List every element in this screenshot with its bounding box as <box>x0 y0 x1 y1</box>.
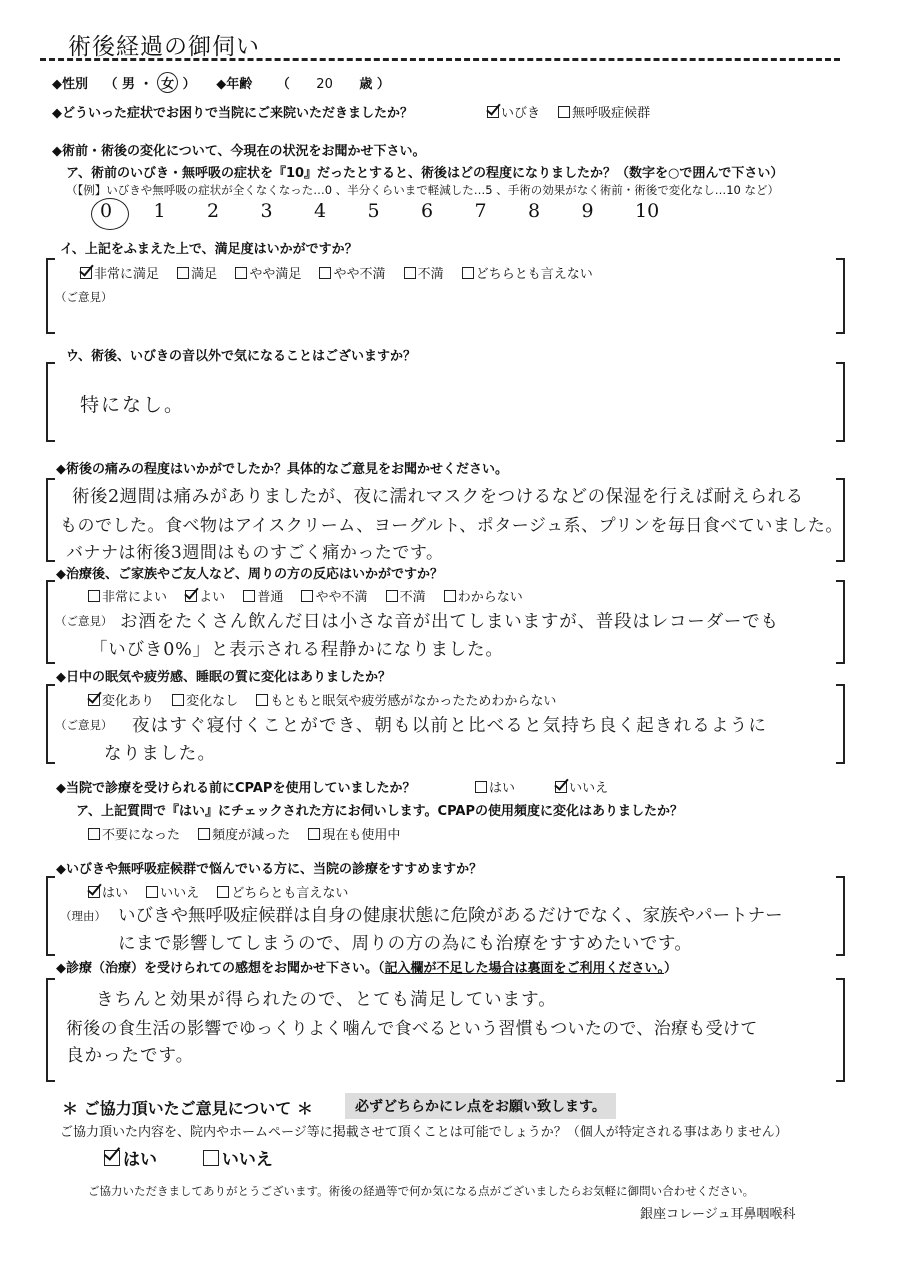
q6-answer-line1[interactable]: お酒をたくさん飲んだ日は小さな音が出てしまいますが、普段はレコーダーでも <box>120 612 779 632</box>
q6-bracket-left <box>46 580 55 664</box>
q3-option-label: やや不満 <box>333 267 386 282</box>
q6-option-label: 非常によい <box>102 590 168 605</box>
q8-options <box>475 777 622 796</box>
gender-label: ◆性別 <box>52 77 88 92</box>
scale-10[interactable]: 10 <box>635 200 660 222</box>
q6-question: ◆治療後、ご家族やご友人など、周りの方の反応はいかがですか？ <box>56 567 443 582</box>
q8-sub-option-label: 頻度が減った <box>212 828 291 843</box>
q6-somewhat-dissatisfied-checkbox[interactable] <box>301 590 313 602</box>
q10-answer-line3[interactable]: 良かったです。 <box>66 1046 195 1066</box>
q7-option-label: 変化なし <box>186 694 239 709</box>
q2-question: ◆術前・術後の変化について、今現在の状況をお聞かせ下さい。 <box>52 144 426 159</box>
consent-badge: 必ずどちらかにレ点をお願い致します。 <box>345 1093 616 1119</box>
q10-note-close: ） <box>664 961 678 976</box>
q9-option-label: どちらとも言えない <box>231 886 349 901</box>
q7-bracket-left <box>46 684 55 764</box>
q9-question: ◆いびきや無呼吸症候群で悩んでいる方に、当院の診療をすすめますか？ <box>56 862 483 877</box>
q6-good-checkbox[interactable] <box>185 590 197 602</box>
q10-note: 記入欄が不足した場合は裏面をご利用ください。 <box>384 961 665 976</box>
q6-option-label: やや不満 <box>315 590 368 605</box>
page-title: 術後経過の御伺い <box>68 34 260 60</box>
q7-unknown-checkbox[interactable] <box>256 694 268 706</box>
q3-options <box>80 263 607 282</box>
age-unit: 歳 ） <box>359 77 390 92</box>
scale-4[interactable]: 4 <box>314 200 327 222</box>
q6-dissatisfied-checkbox[interactable] <box>386 590 398 602</box>
q5-answer-line2[interactable]: ものでした。食べ物はアイスクリーム、ヨーグルト、ポタージュ系、プリンを毎日食べていました。 <box>60 516 843 536</box>
scale-7[interactable]: 7 <box>474 200 487 222</box>
q10-answer-line1[interactable]: きちんと効果が得られたので、とても満足しています。 <box>96 990 557 1010</box>
scale-selected-circle <box>91 198 129 230</box>
q8-sub-question: ア、上記質問で『はい』にチェックされた方にお伺いします。CPAPの使用頻度に変化はありましたか？ <box>76 804 683 819</box>
q6-unknown-checkbox[interactable] <box>444 590 456 602</box>
q4-question: ウ、術後、いびきの音以外で気になることはございますか？ <box>66 349 416 364</box>
q1-options <box>487 102 664 121</box>
profile-row <box>52 72 390 93</box>
q8-unnecessary-checkbox[interactable] <box>88 828 100 840</box>
q7-options <box>88 690 570 709</box>
q3-satisfied-checkbox[interactable] <box>177 267 189 279</box>
q1-apnea-checkbox[interactable] <box>558 106 570 118</box>
q10-question-row <box>56 957 677 976</box>
scale-9[interactable]: 9 <box>581 200 594 222</box>
q9-yes-checkbox[interactable] <box>88 886 100 898</box>
q6-very-good-checkbox[interactable] <box>88 590 100 602</box>
age-value[interactable]: 20 <box>316 77 333 92</box>
q9-option-label: いいえ <box>160 886 200 901</box>
q9-no-checkbox[interactable] <box>146 886 158 898</box>
q9-option-label: はい <box>102 886 129 901</box>
q8-no-label: いいえ <box>569 781 609 796</box>
q7-bracket-right <box>836 684 845 764</box>
title-divider <box>40 58 840 61</box>
q10-question: ◆診療（治療）を受けられての感想をお聞かせ下さい。（ <box>56 961 385 976</box>
scale-6[interactable]: 6 <box>421 200 434 222</box>
q9-bracket-right <box>836 876 845 956</box>
q3-neither-checkbox[interactable] <box>462 267 474 279</box>
q8-sub-options <box>88 824 414 843</box>
q2-example: （【例】いびきや無呼吸の症状が全くなくなった…0 、半分くらいまで軽減した…5 、手術の効果がなく術前・術後で変化なし…10 など） <box>66 183 779 197</box>
q6-options <box>88 586 537 605</box>
q5-bracket-left <box>46 478 55 562</box>
q3-option-label: 満足 <box>191 267 218 282</box>
q10-bracket-left <box>46 978 55 1082</box>
q7-option-label: もともと眠気や疲労感がなかったためわからない <box>270 694 557 709</box>
q1-snoring-checkbox[interactable] <box>487 106 499 118</box>
q6-bracket-right <box>836 580 845 664</box>
q3-option-label: 非常に満足 <box>94 267 160 282</box>
q2-scale <box>100 200 689 222</box>
q8-sub-option-label: 不要になった <box>102 828 181 843</box>
q7-option-label: 変化あり <box>102 694 155 709</box>
q3-somewhat-satisfied-checkbox[interactable] <box>235 267 247 279</box>
q6-option-label: 不満 <box>399 590 426 605</box>
consent-yes-label: はい <box>123 1150 157 1170</box>
q3-option-label: 不満 <box>417 267 444 282</box>
q6-normal-checkbox[interactable] <box>243 590 255 602</box>
q4-bracket-left <box>46 362 55 442</box>
q8-no-checkbox[interactable] <box>555 781 567 793</box>
gender-close: ） <box>182 77 196 92</box>
q9-neither-checkbox[interactable] <box>217 886 229 898</box>
scale-1[interactable]: 1 <box>153 200 166 222</box>
q7-question: ◆日中の眠気や疲労感、睡眠の質に変化はありましたか？ <box>56 670 391 685</box>
scale-3[interactable]: 3 <box>260 200 273 222</box>
q9-options <box>88 882 362 901</box>
q9-answer-line2[interactable]: にまで影響してしまうので、周りの方の為にも治療をすすめたいです。 <box>118 934 693 954</box>
gender-options: （ 男 ・ <box>104 77 153 92</box>
q5-answer-line1[interactable]: 術後2週間は痛みがありましたが、夜に濡れマスクをつけるなどの保湿を行えば耐えられる <box>72 487 804 507</box>
q6-answer-line2[interactable]: 「いびき0%」と表示される程静かになりました。 <box>90 640 504 660</box>
consent-question: ご協力頂いた内容を、院内やホームページ等に掲載させて頂くことは可能でしょうか？（個人が特定される事はありません） <box>60 1125 788 1140</box>
gender-selected[interactable]: 女 <box>157 72 178 93</box>
age-label: ◆年齢 <box>216 77 253 92</box>
q8-still-using-checkbox[interactable] <box>308 828 320 840</box>
q10-bracket-right <box>836 978 845 1082</box>
consent-heading: ＊ ご協力頂いたご意見について ＊ <box>62 1099 313 1118</box>
q5-question: ◆術後の痛みの程度はいかがでしたか？具体的なご意見をお聞かせください。 <box>56 462 508 477</box>
consent-no-label: いいえ <box>221 1150 273 1170</box>
footer-clinic: 銀座コレージュ耳鼻咽喉科 <box>640 1207 796 1222</box>
q9-bracket-left <box>46 876 55 956</box>
consent-options <box>104 1145 273 1170</box>
scale-8[interactable]: 8 <box>528 200 541 222</box>
q3-opinion-label: （ご意見） <box>55 290 113 304</box>
q4-bracket-right <box>836 362 845 442</box>
q1-apnea-label: 無呼吸症候群 <box>572 106 651 121</box>
q7-no-change-checkbox[interactable] <box>172 694 184 706</box>
q4-answer[interactable]: 特になし。 <box>80 394 186 416</box>
q3-somewhat-dissatisfied-checkbox[interactable] <box>319 267 331 279</box>
q9-answer-line1[interactable]: いびきや無呼吸症候群は自身の健康状態に危険があるだけでなく、家族やパートナー <box>118 906 783 926</box>
q7-answer-line1[interactable]: 夜はすぐ寝付くことができ、朝も以前と比べると気持ち良く起きれるように <box>132 716 768 736</box>
q8-yes-checkbox[interactable] <box>475 781 487 793</box>
q7-opinion-label: （ご意見） <box>55 718 113 732</box>
q10-answer-line2[interactable]: 術後の食生活の影響でゆっくりよく噛んで食べるという習慣もついたので、治療も受けて <box>66 1019 758 1039</box>
q2-sub-a: ア、術前のいびき・無呼吸の症状を『10』だったとすると、術後はどの程度になりましたか？（数字を○で囲んで下さい） <box>66 166 784 181</box>
scale-0[interactable]: 0 <box>100 200 113 222</box>
q7-answer-line2[interactable]: なりました。 <box>104 744 217 764</box>
scale-2[interactable]: 2 <box>207 200 220 222</box>
q6-option-label: よい <box>199 590 226 605</box>
q1-question: ◆どういった症状でお困りで当院にご来院いただきましたか？ <box>52 106 413 121</box>
q3-option-label: どちらとも言えない <box>475 267 593 282</box>
age-open: （ <box>276 77 290 92</box>
q9-reason-label: （理由） <box>60 909 106 923</box>
scale-5[interactable]: 5 <box>367 200 380 222</box>
q1-snoring-label: いびき <box>501 106 541 121</box>
q8-sub-option-label: 現在も使用中 <box>322 828 401 843</box>
q8-yes-label: はい <box>489 781 516 796</box>
footer-thanks: ご協力いただきましてありがとうございます。術後の経過等で何か気になる点がございましたらお気軽に御問い合わせください。 <box>88 1184 755 1198</box>
consent-no-checkbox[interactable] <box>203 1150 219 1166</box>
q7-changed-checkbox[interactable] <box>88 694 100 706</box>
q5-answer-line3[interactable]: バナナは術後3週間はものすごく痛かったです。 <box>66 543 444 563</box>
q8-reduced-checkbox[interactable] <box>198 828 210 840</box>
q3-bracket-right <box>836 258 845 334</box>
q3-very-satisfied-checkbox[interactable] <box>80 267 92 279</box>
q3-bracket-left <box>46 258 55 334</box>
q3-dissatisfied-checkbox[interactable] <box>404 267 416 279</box>
q6-option-label: わからない <box>457 590 523 605</box>
consent-yes-checkbox[interactable] <box>104 1150 120 1166</box>
q3-question: イ、上記をふまえた上で、満足度はいかがですか？ <box>60 242 358 257</box>
q6-opinion-label: （ご意見） <box>55 614 113 628</box>
q8-question: ◆当院で診療を受けられる前にCPAPを使用していましたか？ <box>56 781 416 796</box>
q3-option-label: やや満足 <box>249 267 302 282</box>
q6-option-label: 普通 <box>257 590 284 605</box>
